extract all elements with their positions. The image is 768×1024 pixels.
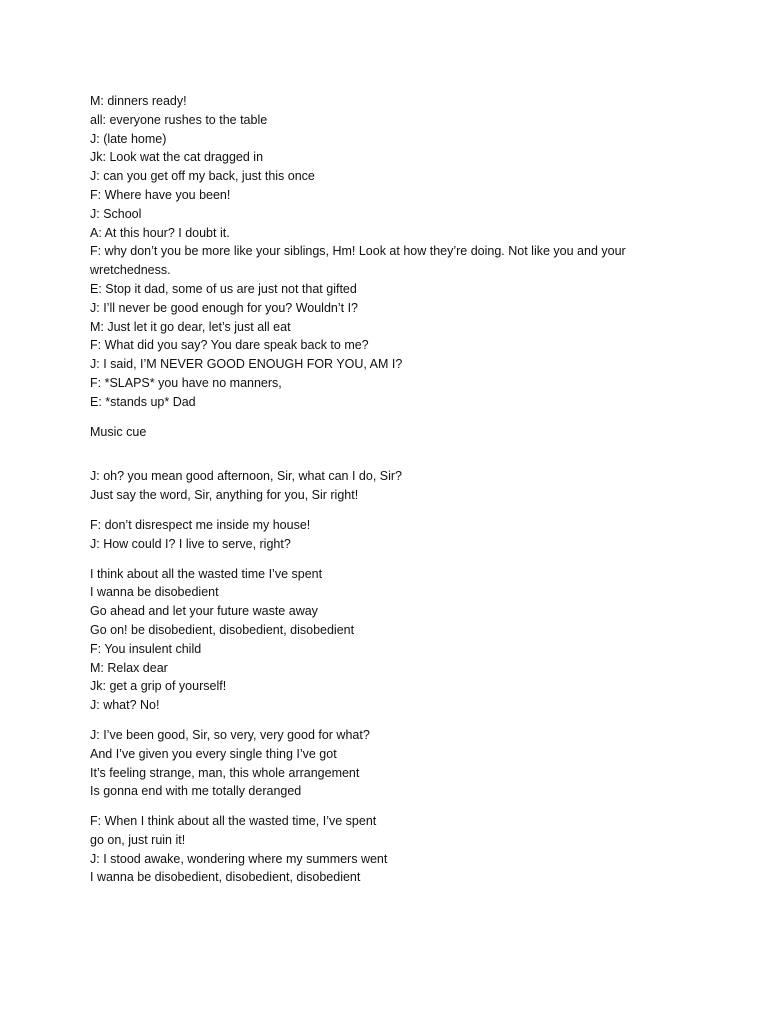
lyric-line: Just say the word, Sir, anything for you, Sir right! [90,488,359,503]
lyric-line: J: what? No! [90,698,160,713]
lyric-line: F: When I think about all the wasted time, I’ve spent [90,814,377,829]
lyric-block [90,516,690,554]
lyric-line: Go ahead and let your future waste away [90,604,318,619]
script-line: F: Where have you been! [90,187,231,202]
lyric-line: I wanna be disobedient, disobedient, disobedient [90,870,361,885]
lyric-line: J: I’ve been good, Sir, so very, very good for what? [90,727,370,742]
script-line: Jk: Look wat the cat dragged in [90,150,264,165]
script-line: F: What did you say? You dare speak back to me? [90,338,369,353]
script-line: J: I said, I’M NEVER GOOD ENOUGH FOR YOU, AM I? [90,357,403,372]
lyric-block [90,726,690,801]
lyric-block [90,467,690,505]
lyric-line: Is gonna end with me totally deranged [90,784,302,799]
stage-direction-block [90,423,690,442]
lyric-line: M: Relax dear [90,660,168,675]
script-line: A: At this hour? I doubt it. [90,225,230,240]
lyric-line: go on, just ruin it! [90,832,186,847]
script-line: M: Just let it go dear, let’s just all eat [90,319,291,334]
document-page [90,92,690,898]
lyric-line: J: oh? you mean good afternoon, Sir, what can I do, Sir? [90,469,402,484]
script-line: E: Stop it dad, some of us are just not that gifted [90,281,357,296]
lyric-line: Go on! be disobedient, disobedient, disobedient [90,622,355,637]
lyric-line: Jk: get a grip of yourself! [90,679,227,694]
lyric-line: F: You insulent child [90,641,202,656]
lyric-line: J: How could I? I live to serve, right? [90,536,291,551]
lyric-line: I wanna be disobedient [90,585,219,600]
music-cue: Music cue [90,424,147,439]
lyric-block [90,812,690,887]
script-line: M: dinners ready! [90,94,187,108]
lyric-line: I think about all the wasted time I’ve spent [90,566,323,581]
script-line: J: I’ll never be good enough for you? Wouldn’t I? [90,300,358,315]
script-line: J: can you get off my back, just this once [90,169,315,184]
script-line: J: (late home) [90,131,167,146]
lyric-line: J: I stood awake, wondering where my summers went [90,851,388,866]
dialogue-block-dinner [90,92,690,412]
lyric-line: And I’ve given you every single thing I’ve got [90,746,337,761]
script-line: F: why don’t you be more like your siblings, Hm! Look at how they’re doing. Not like you and your wretchedness. [90,244,626,278]
script-line: J: School [90,206,142,221]
lyric-line: F: don’t disrespect me inside my house! [90,517,311,532]
lyric-block [90,565,690,715]
lyric-line: It’s feeling strange, man, this whole arrangement [90,765,360,780]
script-line: F: *SLAPS* you have no manners, [90,375,282,390]
script-line: all: everyone rushes to the table [90,112,268,127]
script-line: E: *stands up* Dad [90,394,196,409]
